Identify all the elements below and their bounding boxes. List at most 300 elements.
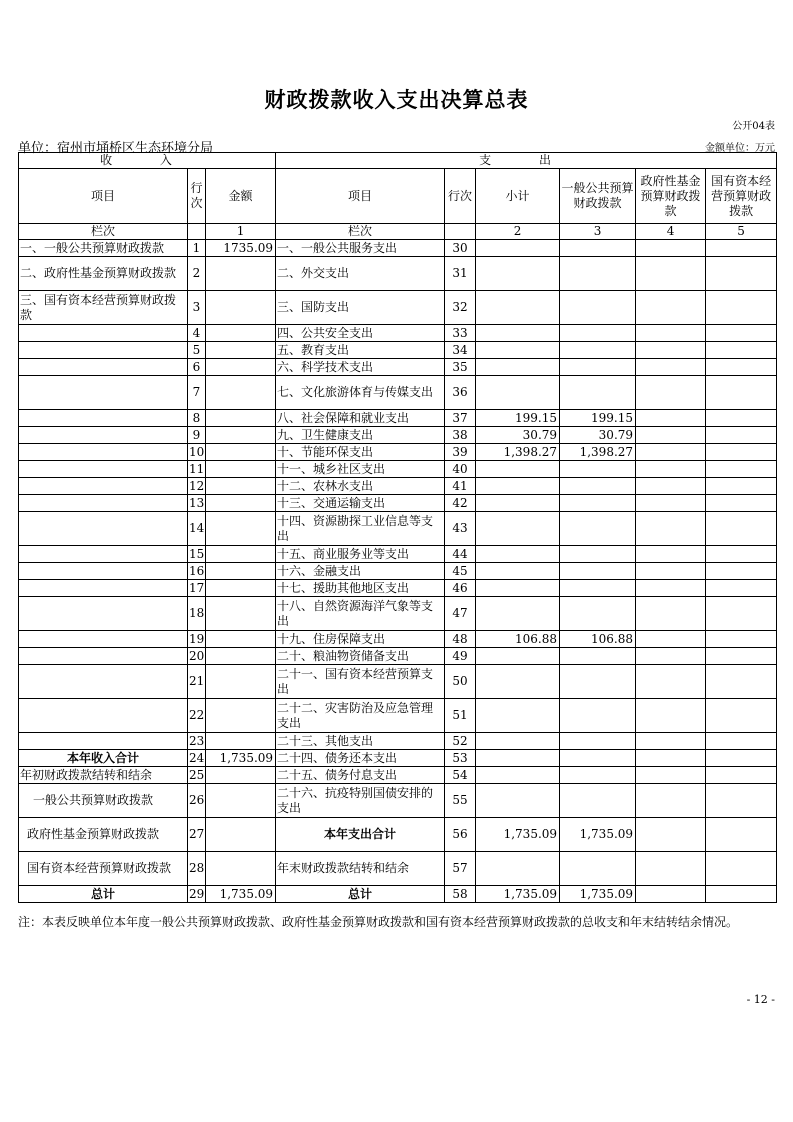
expense-item-cell: 二十五、债务付息支出 [276,767,445,784]
expense-item-cell: 二十四、债务还本支出 [276,750,445,767]
empty-cell [445,224,476,240]
expense-item-cell: 十九、住房保障支出 [276,631,445,648]
income-row-no-cell: 11 [189,461,205,476]
gov-fund-cell [636,597,706,631]
income-item-header: 项目 [19,169,188,224]
income-item-cell: 国有资本经营预算财政拨款 [19,852,188,886]
state-capital-cell [706,410,777,427]
gov-fund-cell [636,733,706,750]
income-item-cell: 二、政府性基金预算财政拨款 [19,257,188,291]
state-capital-cell [706,767,777,784]
expense-item-cell: 六、科学技术支出 [276,359,445,376]
subtotal-cell [476,784,560,818]
income-row-no-cell: 22 [188,699,206,733]
income-item-cell [19,631,188,648]
table-row [19,325,777,342]
income-row-no-cell: 6 [188,359,206,376]
general-budget-cell: 199.15 [560,410,636,427]
income-row-no-cell: 20 [189,648,205,663]
subtotal-cell: 1,735.09 [476,818,560,852]
table-row [19,852,777,886]
state-capital-cell [706,478,777,495]
income-item-cell: 总计 [19,886,188,903]
state-capital-cell [706,325,777,342]
expense-item-cell: 四、公共安全支出 [276,325,445,342]
income-amount-cell: 1,735.09 [206,750,276,767]
expense-item-cell: 二十六、抗疫特别国债安排的支出 [276,784,445,818]
subtotal-cell: 1,735.09 [476,886,560,903]
expense-row-no-cell: 51 [445,699,476,733]
income-amount-cell [206,648,276,665]
income-amount-cell [206,495,276,512]
income-amount-cell [206,410,276,427]
income-row-no-cell: 1 [188,240,206,257]
income-row-no-cell: 8 [188,410,206,427]
income-row-no-cell: 5 [188,342,206,359]
table-row [19,410,777,427]
gov-fund-cell [636,784,706,818]
income-item-cell [19,342,188,359]
expense-item-cell: 十六、金融支出 [276,563,445,580]
income-item-cell [19,376,188,410]
state-capital-cell [706,665,777,699]
income-amount-cell [206,580,276,597]
general-budget-cell [560,461,636,478]
income-item-cell [19,580,188,597]
state-capital-cell [706,359,777,376]
general-budget-cell [560,240,636,257]
income-row-no-cell: 25 [189,767,205,782]
general-budget-cell [560,699,636,733]
income-row-no-cell: 13 [189,495,205,510]
page-title: 财政拨款收入支出决算总表 [264,87,529,112]
state-capital-cell [706,852,777,886]
state-capital-cell [706,631,777,648]
income-amount-cell [206,563,276,580]
general-budget-cell: 1,735.09 [560,886,636,903]
income-amount-cell [206,784,276,818]
expense-item-cell: 七、文化旅游体育与传媒支出 [276,376,445,410]
income-item-cell: 一、一般公共预算财政拨款 [19,240,188,257]
general-budget-cell [560,648,636,665]
subtotal-header: 小计 [476,169,560,224]
general-budget-cell [560,478,636,495]
income-row-no-cell: 17 [189,580,205,595]
gov-fund-cell [636,410,706,427]
general-budget-cell [560,325,636,342]
table-row [19,342,777,359]
gov-fund-cell [636,665,706,699]
table-row [19,359,777,376]
expense-item-cell: 本年支出合计 [276,818,445,852]
gov-fund-cell [636,325,706,342]
state-capital-cell [706,818,777,852]
table-row [19,665,777,699]
general-budget-cell [560,291,636,325]
table-row [19,784,777,818]
subtotal-cell [476,461,560,478]
general-budget-header: 一般公共预算财政拨款 [560,169,636,224]
expense-item-cell: 三、国防支出 [276,291,445,325]
expense-row-no-cell: 46 [445,580,476,597]
table-row [19,699,777,733]
expense-row-no-cell: 36 [445,376,476,410]
table-row [19,291,777,325]
income-item-cell [19,478,188,495]
state-capital-cell [706,342,777,359]
state-capital-cell [706,444,777,461]
state-capital-cell [706,461,777,478]
empty-cell [188,224,206,240]
state-capital-cell [706,291,777,325]
col1-label: 1 [206,224,276,240]
income-amount-cell: 1735.09 [206,240,276,257]
general-budget-cell [560,597,636,631]
subtotal-cell [476,325,560,342]
expense-item-cell: 十一、城乡社区支出 [276,461,445,478]
subtotal-cell: 1,398.27 [476,444,560,461]
expense-item-cell: 八、社会保障和就业支出 [276,410,445,427]
income-amount-cell [206,461,276,478]
income-item-cell [19,563,188,580]
gov-fund-cell [636,461,706,478]
expense-item-cell: 十四、资源勘探工业信息等支出 [276,512,445,546]
expense-item-cell: 二十一、国有资本经营预算支出 [276,665,445,699]
gov-fund-cell [636,512,706,546]
gov-fund-cell [636,852,706,886]
income-item-cell [19,359,188,376]
expense-row-no-cell: 55 [445,784,476,818]
income-row-no-cell: 23 [189,733,205,748]
income-row-no-cell: 27 [188,818,206,852]
income-amount-cell [206,444,276,461]
subtotal-cell [476,376,560,410]
expense-item-cell: 二十三、其他支出 [276,733,445,750]
table-row [19,886,777,903]
expense-row-no-cell: 31 [445,257,476,291]
general-budget-cell: 1,735.09 [560,818,636,852]
expense-row-no-cell: 48 [445,631,476,648]
income-amount-cell [206,597,276,631]
income-amount-header: 金额 [206,169,276,224]
expense-row-no-cell: 49 [445,648,476,665]
income-amount-cell [206,291,276,325]
income-amount-cell [206,631,276,648]
gov-fund-cell [636,886,706,903]
gov-fund-cell [636,750,706,767]
table-row [19,597,777,631]
income-item-cell: 年初财政拨款结转和结余 [19,767,188,784]
gov-fund-cell [636,563,706,580]
state-capital-cell [706,750,777,767]
general-budget-cell: 106.88 [560,631,636,648]
gov-fund-cell [636,359,706,376]
income-row-no-cell: 24 [189,750,205,765]
gov-fund-cell [636,478,706,495]
income-amount-cell [206,733,276,750]
table-row [19,750,777,767]
subtotal-cell [476,240,560,257]
expense-row-no-cell: 43 [445,512,476,546]
income-item-cell [19,410,188,427]
income-item-cell [19,461,188,478]
general-budget-cell [560,733,636,750]
state-capital-header: 国有资本经营预算财政拨款 [706,169,777,224]
gov-fund-cell [636,648,706,665]
expense-item-cell: 十、节能环保支出 [276,444,445,461]
general-budget-cell [560,580,636,597]
money-unit-label: 金额单位：万元 [705,143,775,154]
page-number: - 12 - [746,993,775,1006]
expense-row-no-cell: 41 [445,478,476,495]
general-budget-cell [560,563,636,580]
income-row-no-cell: 28 [188,852,206,886]
state-capital-cell [706,648,777,665]
general-budget-cell [560,359,636,376]
state-capital-cell [706,495,777,512]
income-amount-cell: 1,735.09 [206,886,276,903]
gov-fund-cell [636,376,706,410]
subtotal-cell [476,648,560,665]
income-item-cell [19,512,188,546]
state-capital-cell [706,699,777,733]
income-row-no-cell: 12 [189,478,205,493]
state-capital-cell [706,784,777,818]
table-row [19,495,777,512]
gov-fund-cell [636,699,706,733]
income-row-no-cell: 15 [189,546,205,561]
expense-row-no-cell: 30 [445,240,476,257]
general-budget-cell [560,784,636,818]
col4-label: 4 [636,224,706,240]
income-column-order-label: 栏次 [19,224,188,240]
expense-row-no-cell: 35 [445,359,476,376]
general-budget-cell [560,665,636,699]
state-capital-cell [706,512,777,546]
col5-label: 5 [706,224,777,240]
general-budget-cell [560,512,636,546]
income-row-no-cell: 29 [189,886,205,901]
subtotal-cell [476,563,560,580]
income-amount-cell [206,852,276,886]
expense-row-no-cell: 44 [445,546,476,563]
expense-row-no-cell: 33 [445,325,476,342]
subtotal-cell [476,767,560,784]
income-row-no-cell: 26 [188,784,206,818]
subtotal-cell [476,597,560,631]
table-row [19,767,777,784]
expense-item-cell: 九、卫生健康支出 [276,427,445,444]
income-item-cell: 本年收入合计 [19,750,188,767]
expense-item-cell: 二、外交支出 [276,257,445,291]
subtotal-cell [476,580,560,597]
expense-item-header: 项目 [276,169,445,224]
expense-row-no-cell: 32 [445,291,476,325]
table-row [19,563,777,580]
subtotal-cell: 106.88 [476,631,560,648]
header-row-group [19,153,777,169]
gov-fund-cell [636,291,706,325]
gov-fund-cell [636,427,706,444]
table-row [19,648,777,665]
expense-item-cell: 年末财政拨款结转和结余 [276,852,445,886]
income-row-no-cell: 21 [188,665,206,699]
state-capital-cell [706,257,777,291]
general-budget-cell [560,852,636,886]
income-item-cell [19,648,188,665]
general-budget-cell [560,257,636,291]
income-row-no-cell: 19 [189,631,205,646]
expense-row-no-cell: 34 [445,342,476,359]
expense-row-no-cell: 40 [445,461,476,478]
state-capital-cell [706,580,777,597]
income-row-no-cell: 10 [189,444,205,459]
income-item-cell [19,427,188,444]
income-row-no-header: 行次 [188,169,206,224]
income-amount-cell [206,478,276,495]
table-row [19,580,777,597]
expense-item-cell: 十二、农林水支出 [276,478,445,495]
general-budget-cell: 30.79 [560,427,636,444]
income-row-no-cell: 18 [188,597,206,631]
income-amount-cell [206,257,276,291]
budget-summary-table [18,152,777,903]
subtotal-cell [476,342,560,359]
expense-item-cell: 十五、商业服务业等支出 [276,546,445,563]
gov-fund-header: 政府性基金预算财政拨款 [636,169,706,224]
income-amount-cell [206,359,276,376]
income-amount-cell [206,325,276,342]
income-amount-cell [206,512,276,546]
income-item-cell [19,444,188,461]
expense-item-cell: 五、教育支出 [276,342,445,359]
income-amount-cell [206,767,276,784]
table-row [19,631,777,648]
subtotal-cell: 30.79 [476,427,560,444]
expense-item-cell: 总计 [276,886,445,903]
expense-row-no-cell: 45 [445,563,476,580]
subtotal-cell [476,750,560,767]
gov-fund-cell [636,580,706,597]
table-row [19,461,777,478]
income-item-cell [19,733,188,750]
expense-row-no-cell: 50 [445,665,476,699]
gov-fund-cell [636,257,706,291]
income-amount-cell [206,427,276,444]
gov-fund-cell [636,444,706,461]
subtotal-cell [476,852,560,886]
table-row [19,427,777,444]
state-capital-cell [706,886,777,903]
income-row-no-cell: 16 [189,563,205,578]
header-row-columns [19,169,777,224]
general-budget-cell [560,750,636,767]
subtotal-cell [476,291,560,325]
expense-item-cell: 十八、自然资源海洋气象等支出 [276,597,445,631]
unit-label: 单位：宿州市埇桥区生态环境分局 [18,141,214,156]
expense-item-cell: 一、一般公共服务支出 [276,240,445,257]
table-row [19,478,777,495]
expense-item-cell: 二十、粮油物资储备支出 [276,648,445,665]
col3-label: 3 [560,224,636,240]
income-item-cell [19,597,188,631]
general-budget-cell: 1,398.27 [560,444,636,461]
income-item-cell [19,546,188,563]
income-row-no-cell: 7 [188,376,206,410]
income-item-cell: 三、国有资本经营预算财政拨款 [19,291,188,325]
income-amount-cell [206,665,276,699]
expense-row-no-cell: 58 [445,886,476,903]
state-capital-cell [706,563,777,580]
state-capital-cell [706,240,777,257]
expense-row-no-cell: 39 [445,444,476,461]
income-amount-cell [206,376,276,410]
column-order-row [19,224,777,240]
income-header: 收 入 [19,153,276,169]
gov-fund-cell [636,240,706,257]
income-row-no-cell: 14 [188,512,206,546]
subtotal-cell [476,257,560,291]
subtotal-cell [476,546,560,563]
table-row [19,240,777,257]
general-budget-cell [560,546,636,563]
gov-fund-cell [636,342,706,359]
subtotal-cell: 199.15 [476,410,560,427]
gov-fund-cell [636,818,706,852]
expense-row-no-cell: 53 [445,750,476,767]
expense-row-no-cell: 37 [445,410,476,427]
expense-item-cell: 二十二、灾害防治及应急管理支出 [276,699,445,733]
form-number: 公开04表 [732,121,775,132]
subtotal-cell [476,699,560,733]
income-amount-cell [206,342,276,359]
state-capital-cell [706,376,777,410]
expense-column-order-label: 栏次 [276,224,445,240]
income-item-cell [19,665,188,699]
subtotal-cell [476,359,560,376]
table-row [19,733,777,750]
state-capital-cell [706,546,777,563]
general-budget-cell [560,342,636,359]
subtotal-cell [476,733,560,750]
expense-row-no-cell: 38 [445,427,476,444]
general-budget-cell [560,767,636,784]
state-capital-cell [706,733,777,750]
expense-row-no-header: 行次 [445,169,476,224]
income-amount-cell [206,546,276,563]
table-row [19,818,777,852]
gov-fund-cell [636,495,706,512]
table-row [19,546,777,563]
subtotal-cell [476,478,560,495]
table-row [19,257,777,291]
state-capital-cell [706,427,777,444]
expense-row-no-cell: 52 [445,733,476,750]
gov-fund-cell [636,631,706,648]
general-budget-cell [560,495,636,512]
expense-row-no-cell: 47 [445,597,476,631]
income-row-no-cell: 9 [188,427,206,444]
income-row-no-cell: 3 [188,291,206,325]
expense-item-cell: 十三、交通运输支出 [276,495,445,512]
expense-row-no-cell: 57 [445,852,476,886]
expense-item-cell: 十七、援助其他地区支出 [276,580,445,597]
state-capital-cell [706,597,777,631]
table-row [19,444,777,461]
income-amount-cell [206,699,276,733]
gov-fund-cell [636,767,706,784]
income-item-cell: 一般公共预算财政拨款 [19,784,188,818]
